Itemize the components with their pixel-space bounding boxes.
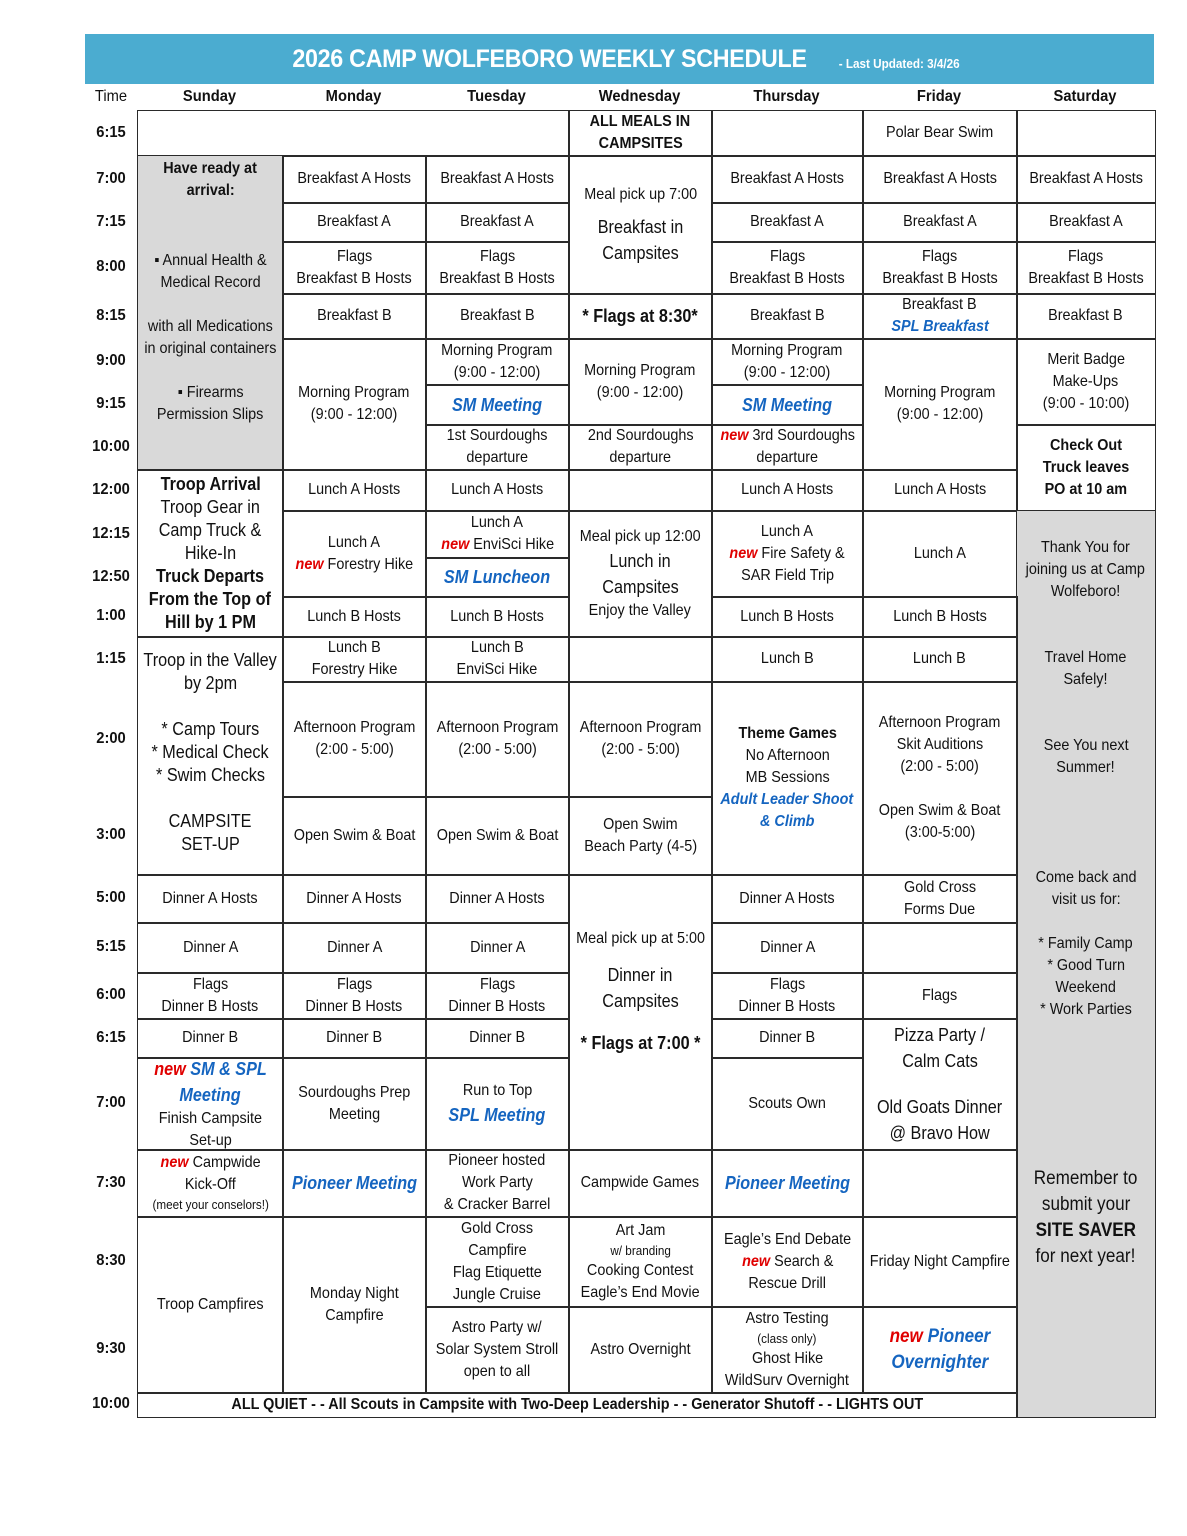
schedule-cell-all-quiet: ALL QUIET - - All Scouts in Campsite with Two-Deep Leadership - - Generator Shutoff - - LIGHTS OUT xyxy=(137,1392,1018,1418)
new-badge: new xyxy=(889,1325,923,1347)
schedule-cell: Breakfast B xyxy=(1016,293,1156,340)
schedule-cell-swim: Open Swim & Boat xyxy=(282,796,427,876)
schedule-cell-wed-dinner: Meal pick up at 5:00 Dinner in Campsites * Flags at 7:00 * xyxy=(568,874,713,1151)
schedule-cell-sm-spl: new SM & SPL Meeting Finish Campsite Set-up xyxy=(137,1057,284,1151)
schedule-cell-afternoon: Afternoon Program (2:00 - 5:00) xyxy=(282,681,427,798)
schedule-cell: Breakfast A Hosts xyxy=(282,155,427,204)
col-header-friday: Friday xyxy=(916,88,962,105)
schedule-cell-pioneer-overnighter: new Pioneer Overnighter xyxy=(862,1306,1018,1394)
schedule-cell-campwide-games: Campwide Games xyxy=(568,1149,713,1218)
schedule-cell-morning-program: Morning Program (9:00 - 12:00) xyxy=(425,338,570,386)
schedule-cell: Dinner A xyxy=(137,922,284,974)
time-label: 10:00 xyxy=(92,437,130,455)
schedule-cell-empty xyxy=(862,922,1018,974)
schedule-cell-gold-cross: Gold Cross Forms Due xyxy=(862,874,1018,924)
schedule-cell: Breakfast A xyxy=(862,202,1018,243)
time-label: 8:00 xyxy=(96,258,126,275)
schedule-cell-gold-cross-campfire: Gold Cross Campfire Flag Etiquette Jungle Cruise xyxy=(425,1216,570,1308)
schedule-cell-sm-luncheon: SM Luncheon xyxy=(425,557,570,598)
time-label: 7:15 xyxy=(96,212,126,230)
schedule-cell-empty xyxy=(711,110,864,157)
schedule-cell: Lunch A Hosts xyxy=(282,469,427,512)
schedule-cell-troop-valley: Troop in the Valley by 2pm * Camp Tours * Medical Check * Swim Checks CAMPSITE SET-UP xyxy=(137,636,284,876)
schedule-cell: Flags Breakfast B Hosts xyxy=(862,241,1018,295)
schedule-cell-pizza-party: Pizza Party / Calm Cats Old Goats Dinner @ Bravo How xyxy=(862,1018,1018,1151)
schedule-cell-morning-program: Morning Program (9:00 - 12:00) xyxy=(862,338,1018,471)
schedule-cell: Lunch B Hosts xyxy=(862,596,1018,638)
schedule-cell-art-jam: Art Jam w/ branding Cooking Contest Eagle’s End Movie xyxy=(568,1216,713,1308)
schedule-cell: Breakfast A Hosts xyxy=(425,155,570,204)
new-badge: new xyxy=(729,544,758,562)
schedule-cell-swim: Open Swim & Boat xyxy=(425,796,570,876)
schedule-cell-astro-party: Astro Party w/ Solar System Stroll open to all xyxy=(425,1306,570,1394)
schedule-cell-fire-safety: Lunch A new Fire Safety & SAR Field Trip xyxy=(711,510,864,598)
schedule-grid xyxy=(85,84,1154,1416)
schedule-cell: Lunch B xyxy=(711,636,864,683)
schedule-cell-all-meals: ALL MEALS IN CAMPSITES xyxy=(568,110,713,157)
page-title: 2026 CAMP WOLFEBORO WEEKLY SCHEDULE xyxy=(292,44,807,73)
schedule-cell: Breakfast B SPL Breakfast xyxy=(862,293,1018,340)
schedule-cell-monday-campfire: Monday Night Campfire xyxy=(282,1216,427,1394)
time-label: 9:30 xyxy=(96,1340,126,1357)
schedule-cell-afternoon: Afternoon Program (2:00 - 5:00) xyxy=(425,681,570,798)
schedule-cell: Lunch A Hosts xyxy=(711,469,864,512)
schedule-cell: Flags Dinner B Hosts xyxy=(282,972,427,1020)
schedule-cell: Lunch B Hosts xyxy=(282,596,427,638)
time-label: 7:00 xyxy=(96,169,126,187)
time-label: 9:15 xyxy=(96,395,126,412)
schedule-cell: Breakfast A Hosts xyxy=(711,155,864,204)
time-label: 1:15 xyxy=(96,649,126,667)
schedule-cell: Flags Breakfast B Hosts xyxy=(282,241,427,295)
schedule-cell: Flags Breakfast B Hosts xyxy=(1016,241,1156,295)
schedule-cell: Dinner B xyxy=(137,1018,284,1059)
schedule-cell-theme-games: Theme Games No Afternoon MB Sessions Adult Leader Shoot & Climb xyxy=(711,681,864,876)
schedule-cell-arrival-info: Have ready at arrival: ▪ Annual Health & Medical Record with all Medications in original containers ▪ Firearms Permission Slips xyxy=(137,155,284,471)
schedule-cell-empty xyxy=(862,1149,1018,1218)
time-label: 8:15 xyxy=(96,306,126,324)
schedule-cell-farewell: Thank You for joining us at Camp Wolfeboro! Travel Home Safely! See You next Summer! Come back and visit us for: * Family Camp * Good Turn Weekend * Work Parties Remember to submit your SITE SAVER for next year! xyxy=(1016,510,1156,1418)
schedule-cell-empty xyxy=(568,636,713,683)
schedule-cell-morning-program: Morning Program (9:00 - 12:00) xyxy=(282,338,427,471)
schedule-cell: Flags Dinner B Hosts xyxy=(137,972,284,1020)
schedule-cell-troop-campfires: Troop Campfires xyxy=(137,1216,284,1394)
time-label: 5:00 xyxy=(96,889,126,906)
new-badge: new xyxy=(720,427,749,445)
col-header-sunday: Sunday xyxy=(182,88,237,105)
schedule-cell: Breakfast A Hosts xyxy=(1016,155,1156,204)
schedule-cell: Dinner A xyxy=(282,922,427,974)
schedule-cell-polar-bear: Polar Bear Swim xyxy=(862,110,1018,157)
schedule-cell-troop-arrival: Troop Arrival Troop Gear in Camp Truck & Hike-In Truck Departs From the Top of Hill by 1 PM xyxy=(137,469,284,638)
schedule-cell-sourdough: 1st Sourdoughs departure xyxy=(425,424,570,471)
schedule-cell: Lunch B Forestry Hike xyxy=(282,636,427,683)
schedule-cell-wed-breakfast: Meal pick up 7:00 Breakfast in Campsites xyxy=(568,155,713,295)
schedule-cell-empty xyxy=(1016,110,1156,157)
time-label: 6:15 xyxy=(96,1028,126,1046)
schedule-cell-astro-testing: Astro Testing (class only) Ghost Hike WildSurv Overnight xyxy=(711,1306,864,1394)
schedule-cell-empty xyxy=(568,469,713,512)
time-label: 3:00 xyxy=(96,826,126,843)
time-label: 10:00 xyxy=(92,1395,130,1412)
schedule-cell: Breakfast B xyxy=(711,293,864,340)
time-label: 6:15 xyxy=(96,123,126,141)
schedule-cell: Lunch B EnviSci Hike xyxy=(425,636,570,683)
schedule-cell-pioneer-work-party: Pioneer hosted Work Party & Cracker Barrel xyxy=(425,1149,570,1218)
schedule-cell: Dinner A xyxy=(425,922,570,974)
schedule-cell: Lunch B Hosts xyxy=(711,596,864,638)
schedule-cell-pioneer-meeting: Pioneer Meeting xyxy=(282,1149,427,1218)
schedule-cell: Breakfast A xyxy=(1016,202,1156,243)
schedule-cell: Breakfast A xyxy=(282,202,427,243)
schedule-cell-morning-program: Morning Program (9:00 - 12:00) xyxy=(568,338,713,426)
schedule-cell-fri-afternoon: Afternoon Program Skit Auditions (2:00 - 5:00) Open Swim & Boat (3:00-5:00) xyxy=(862,681,1018,876)
schedule-cell: Flags Dinner B Hosts xyxy=(711,972,864,1020)
schedule-cell: Breakfast B xyxy=(425,293,570,340)
time-label: 8:30 xyxy=(96,1252,126,1269)
col-header-tuesday: Tuesday xyxy=(467,88,526,105)
time-label: 1:00 xyxy=(96,607,126,624)
schedule-cell: Dinner B xyxy=(282,1018,427,1059)
schedule-cell-lunch-forestry: Lunch A new Forestry Hike xyxy=(282,510,427,598)
schedule-cell: Flags Dinner B Hosts xyxy=(425,972,570,1020)
schedule-cell-friday-campfire: Friday Night Campfire xyxy=(862,1216,1018,1308)
time-label: 12:00 xyxy=(92,480,130,498)
title-banner xyxy=(85,34,1154,84)
schedule-cell-pioneer-meeting: Pioneer Meeting xyxy=(711,1149,864,1218)
schedule-cell-flags-830: * Flags at 8:30* xyxy=(568,293,713,340)
col-header-time: Time xyxy=(94,88,128,105)
schedule-cell-lunch-envisci: Lunch A new EnviSci Hike xyxy=(425,510,570,559)
schedule-cell: Dinner B xyxy=(425,1018,570,1059)
schedule-cell: Lunch A Hosts xyxy=(862,469,1018,512)
schedule-cell-morning-program: Morning Program (9:00 - 12:00) xyxy=(711,338,864,386)
new-badge: new xyxy=(153,1058,186,1079)
schedule-cell: Dinner A Hosts xyxy=(137,874,284,924)
schedule-cell: Dinner A Hosts xyxy=(282,874,427,924)
time-label: 7:30 xyxy=(96,1173,126,1191)
schedule-cell-eagles-end: Eagle’s End Debate new Search & Rescue Drill xyxy=(711,1216,864,1308)
time-label: 5:15 xyxy=(96,938,126,955)
schedule-cell-sourdough-prep: Sourdoughs Prep Meeting xyxy=(282,1057,427,1151)
col-header-thursday: Thursday xyxy=(753,88,820,105)
schedule-cell: Flags Breakfast B Hosts xyxy=(425,241,570,295)
col-header-saturday: Saturday xyxy=(1053,88,1117,105)
time-label: 2:00 xyxy=(96,729,126,747)
time-label: 12:15 xyxy=(92,524,130,542)
new-badge: new xyxy=(440,536,469,554)
schedule-cell: Breakfast A xyxy=(425,202,570,243)
schedule-cell-swim: Open Swim Beach Party (4-5) xyxy=(568,796,713,876)
schedule-cell: Dinner A Hosts xyxy=(711,874,864,924)
schedule-cell: Lunch B Hosts xyxy=(425,596,570,638)
schedule-cell-merit-badge: Merit Badge Make-Ups (9:00 - 10:00) xyxy=(1016,338,1156,426)
schedule-cell: Breakfast B xyxy=(282,293,427,340)
time-label: 7:00 xyxy=(96,1094,126,1111)
schedule-cell: Breakfast A Hosts xyxy=(862,155,1018,204)
schedule-cell-astro-overnight: Astro Overnight xyxy=(568,1306,713,1394)
col-header-monday: Monday xyxy=(325,88,382,105)
schedule-cell: Dinner A Hosts xyxy=(425,874,570,924)
schedule-cell-sourdough: new 3rd Sourdoughs departure xyxy=(711,424,864,471)
schedule-cell: Dinner A xyxy=(711,922,864,974)
schedule-cell-check-out: Check Out Truck leaves PO at 10 am xyxy=(1016,424,1156,512)
schedule-cell-wed-lunch: Meal pick up 12:00 Lunch in Campsites Enjoy the Valley xyxy=(568,510,713,638)
schedule-cell-kickoff: new Campwide Kick-Off (meet your conselors!) xyxy=(137,1149,284,1218)
schedule-cell: Dinner B xyxy=(711,1018,864,1059)
schedule-cell-sm-meeting: SM Meeting xyxy=(425,384,570,426)
schedule-cell-run-to-top: Run to Top SPL Meeting xyxy=(425,1057,570,1151)
schedule-cell: Flags Breakfast B Hosts xyxy=(711,241,864,295)
new-badge: new xyxy=(295,555,324,573)
schedule-cell-sourdough: 2nd Sourdoughs departure xyxy=(568,424,713,471)
schedule-cell-empty xyxy=(137,110,570,157)
schedule-cell: Breakfast A xyxy=(711,202,864,243)
new-badge: new xyxy=(160,1154,189,1172)
schedule-cell-sm-meeting: SM Meeting xyxy=(711,384,864,426)
time-label: 12:50 xyxy=(92,567,130,585)
schedule-cell-afternoon: Afternoon Program (2:00 - 5:00) xyxy=(568,681,713,798)
new-badge: new xyxy=(741,1252,770,1270)
schedule-cell: Lunch A xyxy=(862,510,1018,598)
schedule-cell: Flags xyxy=(862,972,1018,1020)
last-updated: - Last Updated: 3/4/26 xyxy=(838,55,960,71)
schedule-cell-scouts-own: Scouts Own xyxy=(711,1057,864,1151)
schedule-cell: Lunch B xyxy=(862,636,1018,683)
time-label: 6:00 xyxy=(96,986,126,1003)
time-label: 9:00 xyxy=(96,352,126,369)
schedule-cell: Lunch A Hosts xyxy=(425,469,570,512)
col-header-wednesday: Wednesday xyxy=(598,88,681,105)
